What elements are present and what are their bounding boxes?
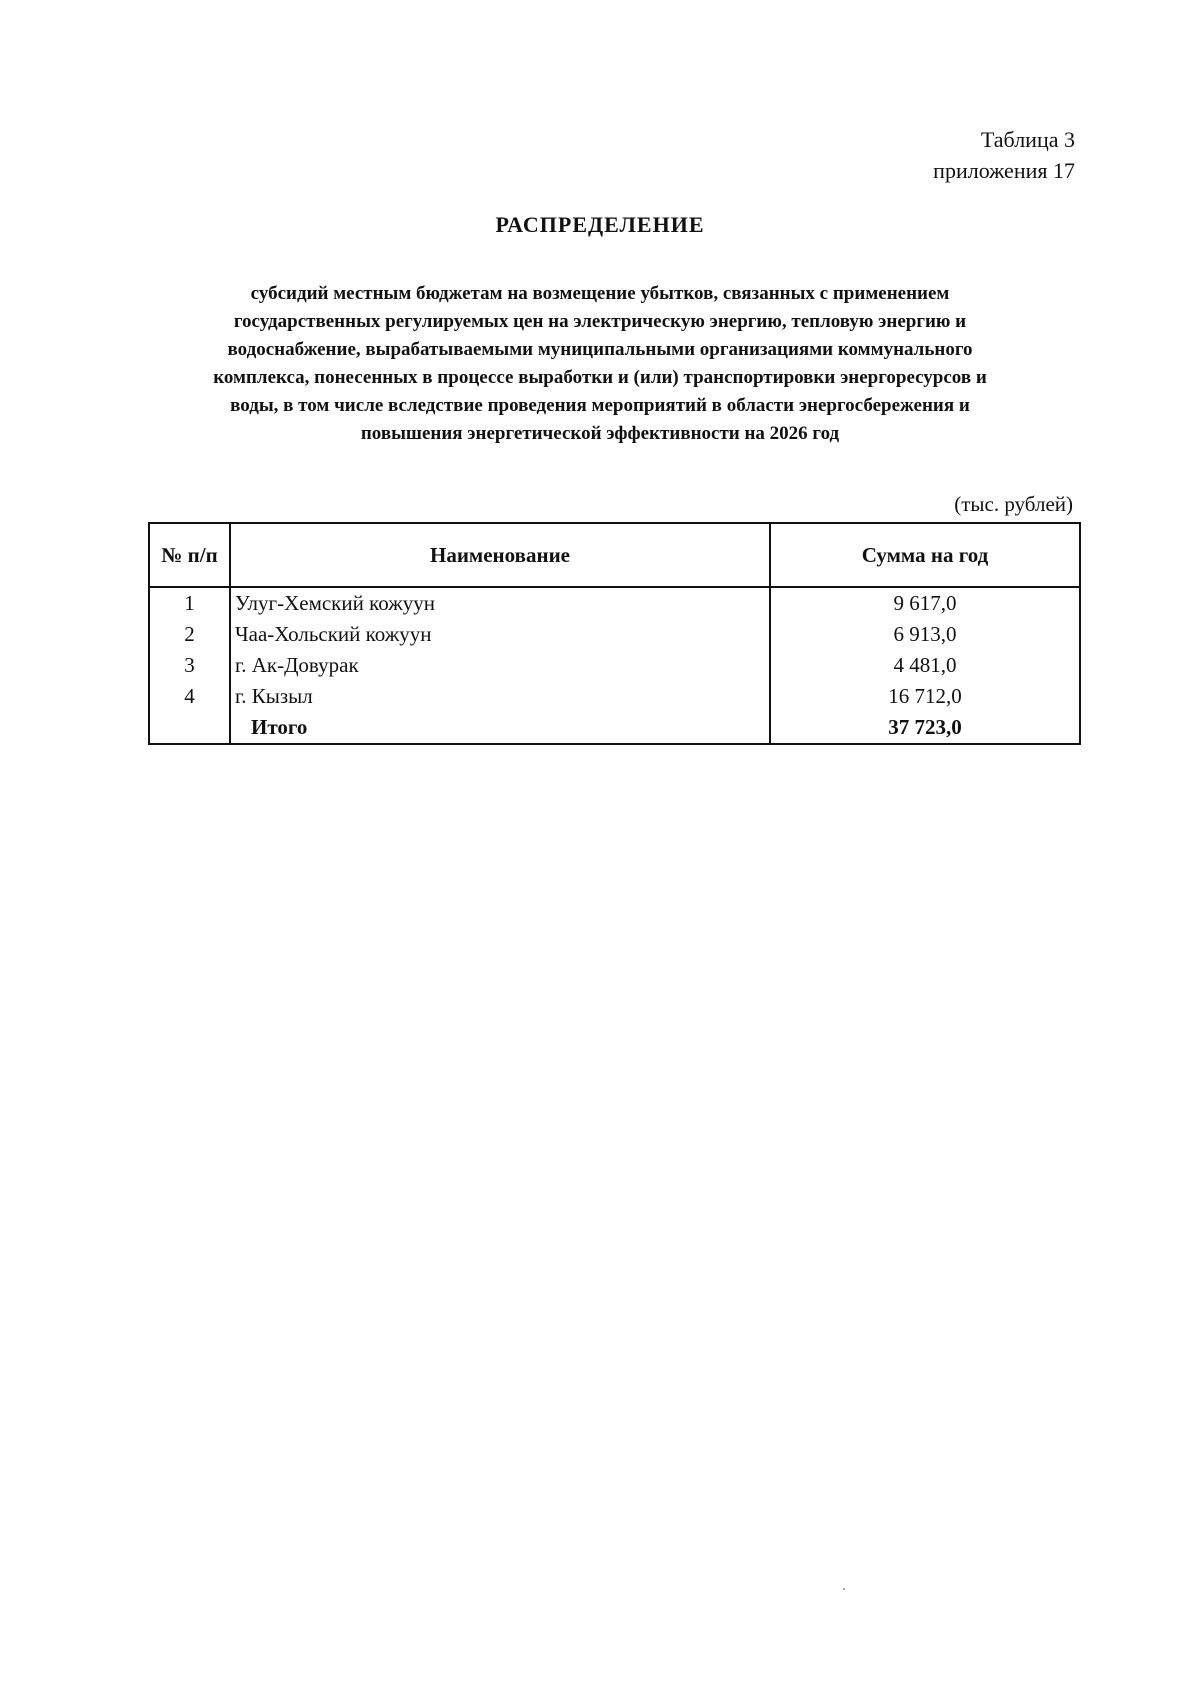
header-name: Наименование <box>230 523 770 587</box>
table-number: Таблица 3 <box>980 127 1075 152</box>
row-sum: 4 481,0 <box>770 650 1080 681</box>
subtitle-line: комплекса, понесенных в процессе выработки и (или) транспортировки энергоресурсов и <box>213 367 987 388</box>
row-sum: 16 712,0 <box>770 681 1080 712</box>
table-row <box>149 650 1080 681</box>
table-reference <box>933 124 1075 186</box>
total-label: Итого <box>230 712 770 744</box>
appendix-number: приложения 17 <box>933 158 1075 183</box>
row-name: Чаа-Хольский кожуун <box>230 619 770 650</box>
subtitle-line: повышения энергетической эффективности на 2026 год <box>360 423 840 444</box>
document-heading: РАСПРЕДЕЛЕНИЕ <box>495 212 705 237</box>
document-subtitle <box>140 280 1060 448</box>
total-number <box>149 712 230 744</box>
subtitle-line: субсидий местным бюджетам на возмещение убытков, связанных с применением <box>250 283 950 304</box>
table-row <box>149 681 1080 712</box>
units-label: (тыс. рублей) <box>954 492 1073 516</box>
table-row <box>149 619 1080 650</box>
row-name: г. Ак-Довурак <box>230 650 770 681</box>
table-header-row <box>149 523 1080 587</box>
distribution-table <box>148 522 1081 745</box>
table-total-row <box>149 712 1080 744</box>
table-row <box>149 587 1080 619</box>
row-sum: 9 617,0 <box>770 587 1080 619</box>
total-sum: 37 723,0 <box>770 712 1080 744</box>
row-number: 2 <box>149 619 230 650</box>
scan-speck <box>843 1588 845 1590</box>
row-number: 1 <box>149 587 230 619</box>
subtitle-line: водоснабжение, вырабатываемыми муниципальными организациями коммунального <box>227 339 973 360</box>
row-number: 4 <box>149 681 230 712</box>
row-sum: 6 913,0 <box>770 619 1080 650</box>
row-name: Улуг-Хемский кожуун <box>230 587 770 619</box>
row-number: 3 <box>149 650 230 681</box>
header-sum: Сумма на год <box>770 523 1080 587</box>
header-number: № п/п <box>149 523 230 587</box>
row-name: г. Кызыл <box>230 681 770 712</box>
subtitle-line: государственных регулируемых цен на электрическую энергию, тепловую энергию и <box>233 311 967 332</box>
subtitle-line: воды, в том числе вследствие проведения мероприятий в области энергосбережения и <box>230 395 970 416</box>
